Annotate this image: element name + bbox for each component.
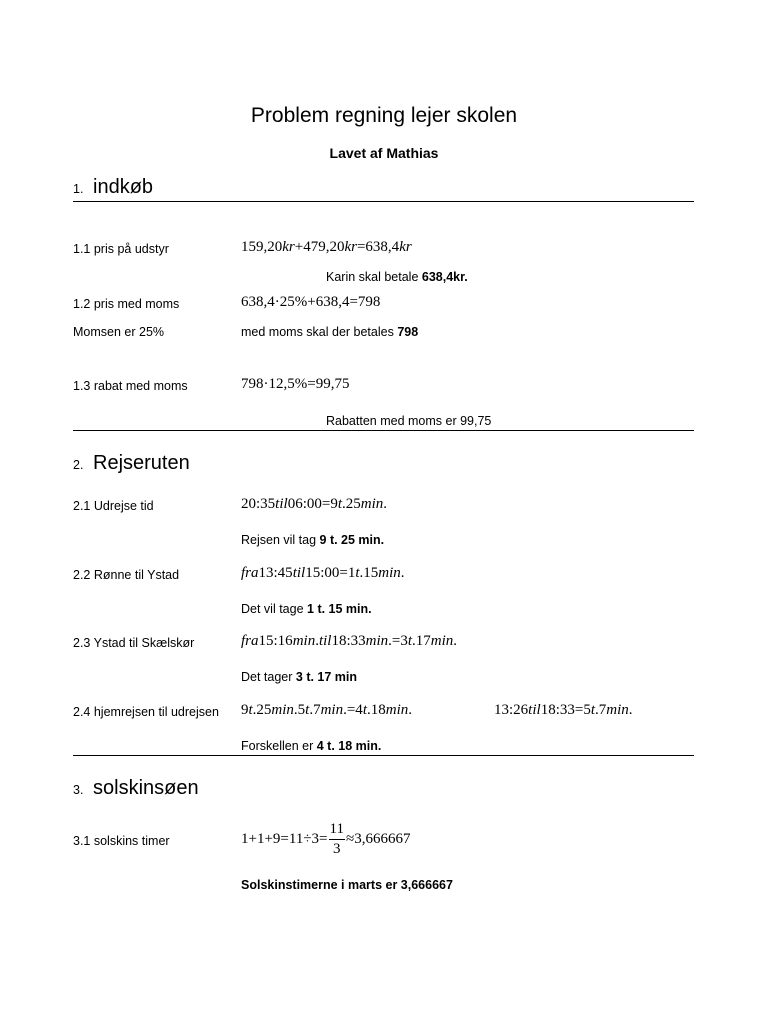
section-title: indkøb: [93, 176, 154, 198]
answer-2-3: Det tager 3 t. 17 min: [241, 670, 358, 684]
section-number: 2.: [73, 458, 84, 472]
note-moms: Momsen er 25%: [73, 325, 165, 339]
section-heading-1: [73, 176, 153, 199]
answer-2-2: Det vil tage 1 t. 15 min.: [241, 602, 372, 616]
section-rule: [73, 201, 694, 202]
question-label-3-1: 3.1 solskins timer: [73, 834, 170, 848]
formula-1-2: 638,4·25%+638,4=798: [241, 294, 381, 310]
section-rule: [73, 430, 694, 431]
answer-1-1: Karin skal betale 638,4kr.: [326, 270, 468, 284]
formula-2-1: 20:35til06:00=9t.25min.: [241, 496, 387, 512]
section-heading-2: [73, 452, 190, 475]
section-number: 3.: [73, 783, 84, 797]
question-label-2-1: 2.1 Udrejse tid: [73, 499, 154, 513]
formula-1-1: 159,20kr+479,20kr=638,4kr: [241, 239, 412, 255]
formula-3-1: 1+1+9=11÷3= $\frac{11}{3}$ ≈3,666667: [241, 821, 411, 857]
question-label-2-2: 2.2 Rønne til Ystad: [73, 568, 180, 582]
formula-2-2: fra13:45til15:00=1t.15min.: [241, 565, 405, 581]
formula-2-4a: 9t.25min.5t.7min.=4t.18min.: [241, 702, 412, 718]
answer-2-4: Forskellen er 4 t. 18 min.: [241, 739, 382, 753]
section-heading-3: [73, 777, 199, 800]
question-label-1-2: 1.2 pris med moms: [73, 297, 180, 311]
formula-2-3: fra15:16min.til18:33min.=3t.17min.: [241, 633, 458, 649]
section-title: solskinsøen: [93, 777, 199, 799]
answer-1-2: med moms skal der betales 798: [241, 325, 419, 339]
question-label-2-3: 2.3 Ystad til Skælskør: [73, 636, 195, 650]
document-author: Lavet af Mathias: [329, 145, 439, 161]
section-number: 1.: [73, 182, 84, 196]
fraction: $\frac{11}{3}$: [329, 821, 344, 857]
answer-3-1: Solskinstimerne i marts er 3,666667: [241, 878, 453, 892]
section-rule: [73, 755, 694, 756]
answer-2-1: Rejsen vil tag 9 t. 25 min.: [241, 533, 385, 547]
formula-2-4b: 13:26til18:33=5t.7min.: [494, 702, 633, 718]
section-title: Rejseruten: [93, 452, 190, 474]
question-label-1-1: 1.1 pris på udstyr: [73, 242, 169, 256]
document-title: Problem regning lejer skolen: [250, 104, 518, 127]
question-label-2-4: 2.4 hjemrejsen til udrejsen: [73, 705, 219, 719]
question-label-1-3: 1.3 rabat med moms: [73, 379, 188, 393]
formula-1-3: 798·12,5%=99,75: [241, 376, 350, 392]
answer-1-3: Rabatten med moms er 99,75: [326, 414, 492, 428]
